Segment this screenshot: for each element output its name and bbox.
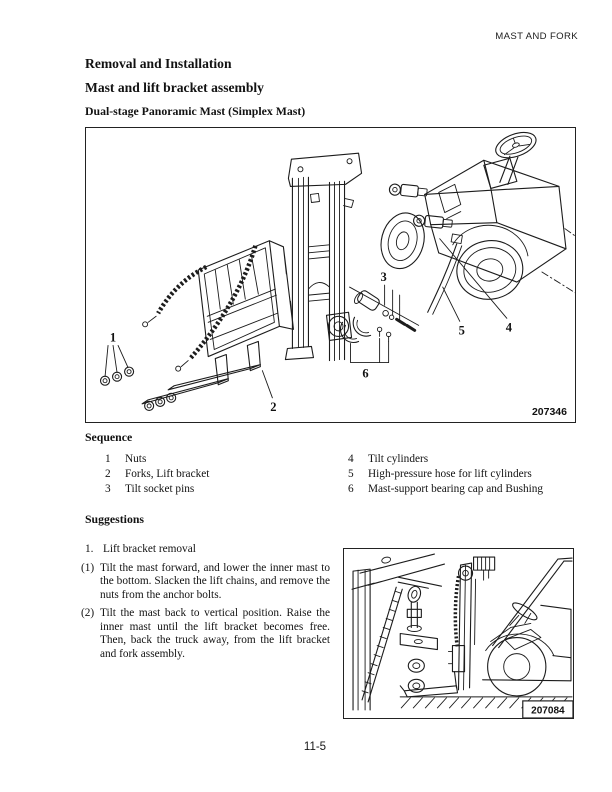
suggestion-step-title-row — [85, 543, 331, 557]
callout-6: 6 — [362, 366, 369, 381]
sequence-item-label: Tilt cylinders — [368, 453, 429, 465]
nuts-group-b — [145, 393, 176, 410]
lift-bracket-drawing — [101, 241, 294, 411]
figure-lift-bracket-removal — [343, 548, 574, 719]
heading-dual-stage-panoramic-mast: Dual-stage Panoramic Mast (Simplex Mast) — [85, 104, 306, 118]
sequence-list-right — [348, 452, 543, 497]
sequence-item-label: Tilt socket pins — [125, 483, 195, 495]
sequence-item — [348, 482, 543, 497]
sequence-item-number: 1 — [105, 453, 111, 465]
suggestion-paragraph — [81, 607, 331, 661]
sequence-item-number: 6 — [348, 483, 354, 495]
paragraph-number: (2) — [81, 607, 95, 620]
paragraph-text: Tilt the mast forward, and lower the inner mast to the bottom. Slacken the lift chains, and remove the nuts from the anchor bolts. — [100, 561, 330, 601]
figure-number-small: 207084 — [531, 705, 565, 717]
callout-5: 5 — [458, 323, 465, 338]
tilt-cylinder-lower — [413, 214, 453, 230]
sequence-item-label: Mast-support bearing cap and Bushing — [368, 483, 544, 495]
sequence-item — [105, 452, 209, 467]
mast-drawing — [285, 153, 361, 360]
heading-mast-and-lift-bracket-assembly: Mast and lift bracket assembly — [85, 80, 264, 95]
tilt-socket-pins-drawing — [350, 285, 419, 330]
heading-removal-and-installation: Removal and Installation — [85, 56, 232, 71]
sequence-item-number: 2 — [105, 468, 111, 480]
tilt-cylinder-upper — [389, 183, 428, 198]
step-title: Lift bracket removal — [103, 543, 196, 555]
sequence-item-number: 5 — [348, 468, 354, 480]
page-number: 11-5 — [303, 741, 327, 753]
figure-number-main: 207346 — [531, 406, 567, 418]
suggestions-heading: Suggestions — [85, 512, 145, 526]
paragraph-number: (1) — [81, 561, 95, 574]
callout-4: 4 — [505, 320, 512, 335]
running-head: MAST AND FORK — [495, 31, 578, 42]
suggestions-body — [81, 543, 331, 662]
step-number: 1. — [85, 543, 94, 555]
sequence-list-left — [105, 452, 209, 497]
sequence-item-number: 3 — [105, 483, 111, 495]
callout-2: 2 — [270, 399, 277, 414]
sequence-item — [105, 482, 209, 497]
sequence-item — [348, 467, 543, 482]
sequence-heading: Sequence — [85, 430, 133, 444]
exploded-mast-drawing — [86, 128, 575, 422]
suggestion-paragraph — [81, 562, 331, 603]
chain-anchor-detail-drawing — [352, 554, 444, 710]
sequence-item — [348, 452, 543, 467]
sequence-item — [105, 467, 209, 482]
sequence-item-label: High-pressure hose for lift cylinders — [368, 468, 532, 480]
figure-exploded-mast-assembly — [85, 127, 576, 423]
forklift-truck-drawing — [375, 128, 575, 314]
sequence-item-label: Forks, Lift bracket — [125, 468, 210, 480]
callout-1: 1 — [109, 330, 117, 345]
callout-3: 3 — [380, 270, 387, 285]
procedure-drawing — [344, 549, 573, 718]
paragraph-text: Tilt the mast back to vertical position. Raise the inner mast until the lift bracket becomes free. Then, back the truck away, from the lift bracket and fork assembly. — [100, 607, 330, 661]
sequence-item-label: Nuts — [125, 453, 147, 465]
sequence-item-number: 4 — [348, 453, 354, 465]
forklift-side-view-drawing — [400, 557, 572, 708]
callout-leaders — [105, 239, 507, 398]
